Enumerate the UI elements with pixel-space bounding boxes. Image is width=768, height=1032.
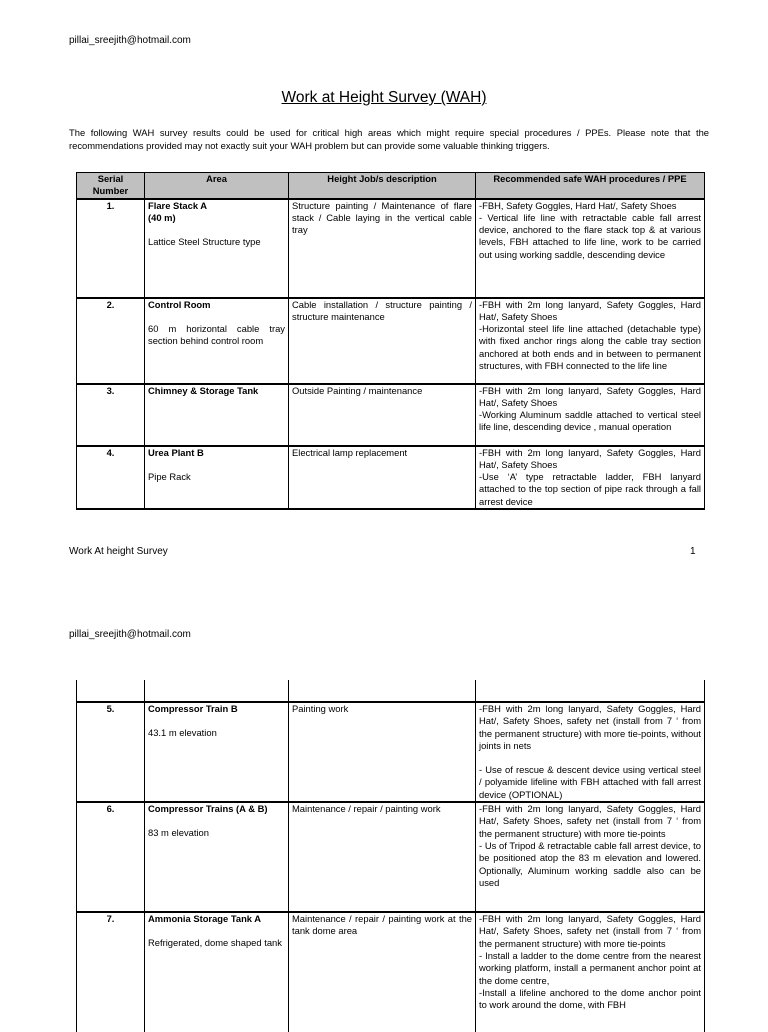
ppe-line: - Use of rescue & descent device using vertical steel / polyamide lifeline with FBH attached with fall arrest device (OPTIONAL): [479, 764, 701, 800]
table-row: [77, 384, 705, 446]
table-row: [77, 446, 705, 509]
area-sub: Lattice Steel Structure type: [148, 236, 261, 248]
ppe-cell: [476, 802, 705, 912]
header-email: pillai_sreejith@hotmail.com: [69, 35, 191, 46]
serial-cell: 7.: [77, 912, 145, 1032]
serial-cell: 5.: [77, 702, 145, 802]
wah-table-page2: [76, 680, 705, 1032]
table-row: [77, 199, 705, 298]
area-title: Compressor Train B: [148, 703, 238, 714]
page-number: 1: [690, 546, 696, 557]
area-sub: Refrigerated, dome shaped tank: [148, 937, 282, 949]
ppe-line: - Install a ladder to the dome centre from the nearest working platform, install a permanent anchor point at the dome centre,: [479, 949, 701, 986]
serial-cell: 4.: [77, 446, 145, 509]
area-sub: Pipe Rack: [148, 470, 191, 482]
table-row: [77, 912, 705, 1032]
wah-table-page1: [76, 172, 705, 510]
header-area: Area: [145, 173, 289, 199]
job-cell: Cable installation / structure painting / structure maintenance: [289, 298, 476, 384]
area-sub: 60 m horizontal cable tray section behind control room: [148, 322, 285, 347]
ppe-cell: [476, 384, 705, 446]
serial-cell: 2.: [77, 298, 145, 384]
ppe-cell: [476, 298, 705, 384]
area-cell: [145, 298, 289, 384]
job-cell: Maintenance / repair / painting work: [289, 802, 476, 912]
area-cell: [145, 199, 289, 298]
header-email-page2: pillai_sreejith@hotmail.com: [69, 629, 191, 640]
area-title: Compressor Trains (A & B): [148, 803, 268, 815]
table-row-spacer: [77, 680, 705, 702]
job-cell: Maintenance / repair / painting work at the tank dome area: [289, 912, 476, 1032]
job-cell: Structure painting / Maintenance of flare stack / Cable laying in the vertical cable tray: [289, 199, 476, 298]
area-cell: [145, 912, 289, 1032]
area-title: Urea Plant B: [148, 446, 204, 458]
serial-cell: 3.: [77, 384, 145, 446]
area-title: Chimney & Storage Tank: [148, 384, 259, 396]
area-cell: [145, 384, 289, 446]
area-sub: 43.1 m elevation: [148, 727, 217, 739]
ppe-line: - Us of Tripod & retractable cable fall arrest device, to be positioned atop the 83 m elevation and lowered. Optionally, Aluminum working saddle also can be used: [479, 839, 701, 888]
area-cell: [145, 802, 289, 912]
ppe-line: -FBH with 2m long lanyard, Safety Goggles, Hard Hat/, Safety Shoes, safety net (install from 7 ‘ from the permanent structure) with more tie-points: [479, 913, 701, 949]
ppe-line: -Working Aluminum saddle attached to vertical steel life line, descending device , manual operation: [479, 409, 701, 433]
intro-paragraph: The following WAH survey results could be used for critical high areas which might require special procedures / PPEs. Please note that the recommendations provided may not exactly suit your WAH problem but can provide some valuable thinking triggers.: [69, 127, 709, 151]
area-title: Ammonia Storage Tank A: [148, 913, 262, 925]
area-cell: [145, 446, 289, 509]
ppe-line: -FBH, Safety Goggles, Hard Hat/, Safety Shoes: [479, 199, 677, 211]
header-ppe: Recommended safe WAH procedures / PPE: [476, 173, 705, 199]
area-title-2: (40 m): [148, 211, 176, 223]
ppe-line: -FBH with 2m long lanyard, Safety Goggles, Hard Hat/, Safety Shoes: [479, 384, 701, 408]
ppe-line: -FBH with 2m long lanyard, Safety Goggles, Hard Hat/, Safety Shoes: [479, 446, 701, 470]
ppe-line: -FBH with 2m long lanyard, Safety Goggles, Hard Hat/, Safety Shoes, safety net (install from 7 ‘ from the permanent structure) with more tie-points, without joints in nets: [479, 703, 701, 751]
ppe-line: - Vertical life line with retractable cable fall arrest device, anchored to the flare stack top & at various levels, FBH attached to life line, work to be carried out using working saddle, descending device: [479, 211, 701, 260]
area-cell: [145, 702, 289, 802]
ppe-cell: [476, 702, 705, 802]
header-serial: Serial Number: [77, 173, 145, 199]
ppe-cell: [476, 446, 705, 509]
footer-title: Work At height Survey: [69, 546, 168, 557]
area-title: Control Room: [148, 298, 211, 310]
ppe-cell: [476, 912, 705, 1032]
ppe-line: -Use ‘A’ type retractable ladder, FBH lanyard attached to the top section of pipe rack through a fall arrest device: [479, 471, 701, 507]
ppe-line: -Horizontal steel life line attached (detachable type) with fixed anchor rings along the cable tray section anchored at both ends and in between to permanent structures, with FBH connected to the life line: [479, 323, 701, 372]
header-job: Height Job/s description: [289, 173, 476, 199]
job-cell: Electrical lamp replacement: [289, 446, 476, 509]
serial-cell: 6.: [77, 802, 145, 912]
job-cell: Outside Painting / maintenance: [289, 384, 476, 446]
table-row: [77, 702, 705, 802]
serial-cell: 1.: [77, 199, 145, 298]
area-title: Flare Stack A: [148, 199, 208, 211]
ppe-line: -FBH with 2m long lanyard, Safety Goggles, Hard Hat/, Safety Shoes: [479, 298, 701, 322]
document-title: Work at Height Survey (WAH): [281, 89, 487, 106]
ppe-line: -Install a lifeline anchored to the dome anchor point to work around the dome, with FBH: [479, 986, 701, 1011]
table-row: [77, 802, 705, 912]
job-cell: Painting work: [289, 702, 476, 802]
table-row: [77, 298, 705, 384]
ppe-line: -FBH with 2m long lanyard, Safety Goggles, Hard Hat/, Safety Shoes, safety net (install from 7 ‘ from the permanent structure) with more tie-points: [479, 803, 701, 839]
ppe-cell: [476, 199, 705, 298]
area-sub: 83 m elevation: [148, 827, 209, 839]
